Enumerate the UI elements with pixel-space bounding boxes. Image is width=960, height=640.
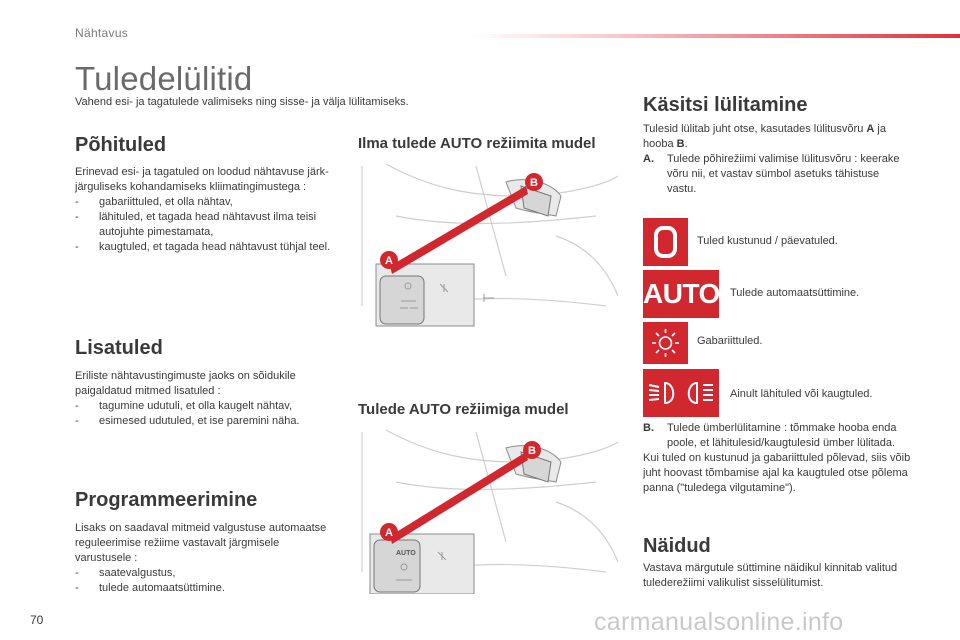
definition-text: Tulede põhirežiimi valimise lülitusvõru : keerake võru nii, et vastav sümbol asetuks tähistuse vastu. (667, 153, 900, 195)
label-b: B (528, 445, 536, 457)
definition-a (643, 152, 911, 197)
section-label: Nähtavus (75, 26, 129, 40)
page-number: 70 (30, 613, 44, 627)
stalk-diagram-manual (356, 156, 620, 328)
programmeerimine-intro: Lisaks on saadaval mitmeid valgustuse automaatse reguleerimise režiime vastavalt järgmisele varustusele : (75, 522, 327, 564)
list-item: - kaugtuled, et tagada head nähtavust tühjal teel. (75, 240, 337, 255)
programmeerimine-heading: Programmeerimine (75, 489, 258, 511)
label-a: A (385, 255, 393, 267)
list-item: - lähituled, et tagada head nähtavust ilma teisi autojuhte pimestamata, (75, 210, 337, 240)
programmeerimine-body (75, 521, 337, 596)
pohituled-body (75, 165, 337, 255)
definition-key: A. (643, 153, 654, 165)
diagram2-heading: Tulede AUTO režiimiga mudel (358, 401, 569, 418)
flash-note: Kui tuled on kustunud ja gabariittuled põlevad, siis võib juht hoovast tõmbamise ajal ka kaugtuled otse põlema panna ("tuledega vilgutamine"). (643, 452, 911, 494)
mode-label: Ainult lähituled või kaugtuled. (730, 388, 873, 400)
naidud-heading: Näidud (643, 535, 711, 557)
mode-label: Gabariittuled. (697, 335, 763, 347)
definition-text: Tulede ümberlülitamine : tõmmake hooba enda poole, et lähitulesid/kaugtulesid ümber lülitada. (667, 422, 897, 449)
pohituled-intro: Erinevad esi- ja tagatuled on loodud nähtavuse järk-järguliseks kohandamiseks kliimatingimustega : (75, 166, 329, 193)
list-item: - saatevalgustus, (75, 566, 337, 581)
lisatuled-heading: Lisatuled (75, 337, 163, 359)
intro-text: Tulesid lülitab juht otse, kasutades lülitusvõru (643, 123, 867, 135)
sidelights-icon (643, 322, 688, 364)
auto-icon (643, 270, 719, 318)
page-title: Tuledelülitid (75, 60, 253, 97)
label-b: B (530, 177, 538, 189)
definition-b (643, 421, 911, 451)
label-a: A (385, 527, 393, 539)
kasitsi-heading: Käsitsi lülitamine (643, 94, 808, 116)
intro-ref-b: B (676, 138, 685, 150)
lisatuled-intro: Eriliste nähtavustingimuste jaoks on sõidukile paigaldatud mitmed lisatuled : (75, 370, 296, 397)
intro-text: ja hooba (643, 123, 886, 150)
watermark: carmanualsonline.info (594, 608, 844, 636)
diagram1-heading: Ilma tulede AUTO režiimita mudel (358, 135, 596, 152)
intro-text: . (684, 138, 688, 150)
list-item: - esimesed udutuled, et ise paremini näha. (75, 414, 337, 429)
definition-key: B. (643, 422, 654, 434)
mode-label: Tulede automaatsüttimine. (730, 287, 860, 299)
zero-icon (643, 218, 688, 266)
lisatuled-body (75, 369, 337, 429)
stalk-illustration (356, 156, 620, 328)
stalk-diagram-auto (356, 422, 620, 594)
kasitsi-intro (643, 122, 911, 197)
mode-label: Tuled kustunud / päevatuled. (697, 235, 838, 247)
list-item: - tulede automaatsüttimine. (75, 581, 337, 596)
list-item: - tagumine udutuli, et olla kaugelt nähtav, (75, 399, 337, 414)
section-programmeerimine (75, 489, 337, 596)
list-item: - gabariittuled, et olla nähtav, (75, 195, 337, 210)
intro-ref-a: A (866, 123, 875, 135)
auto-glyph: AUTO (643, 278, 720, 309)
page-subtitle: Vahend esi- ja tagatulede valimiseks ning sisse- ja välja lülitamiseks. (75, 96, 409, 108)
naidud-text: Vastava märgutule süttimine näidikul kinnitab valitud tulederežiimi valikulist sisselülitumist. (643, 562, 898, 589)
section-pohituled (75, 134, 337, 255)
headlights-icon (643, 369, 719, 417)
header-rule (470, 34, 960, 38)
kasitsi-definitions (643, 421, 911, 496)
stalk-illustration-auto (356, 422, 620, 594)
section-lisatuled (75, 337, 337, 429)
pohituled-heading: Põhituled (75, 134, 167, 156)
auto-marking: AUTO (396, 550, 416, 557)
